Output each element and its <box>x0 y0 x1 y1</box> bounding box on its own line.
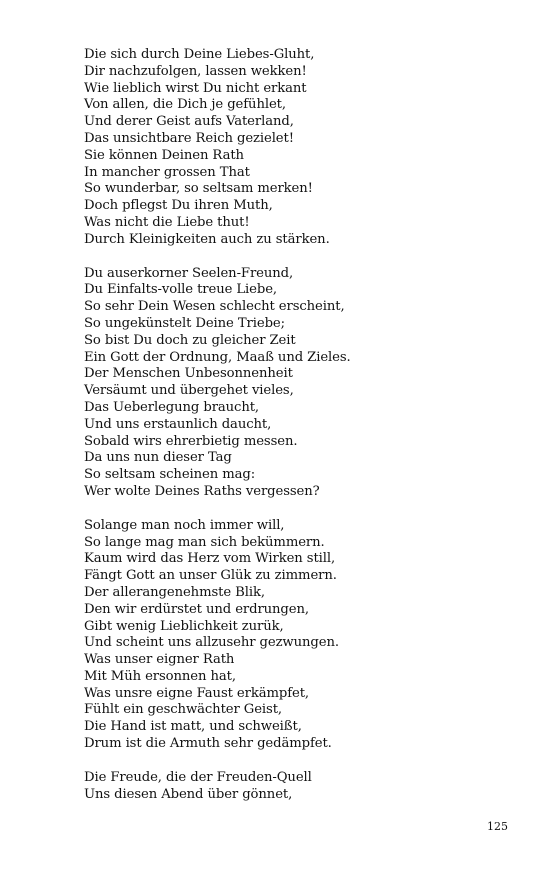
verse-line: Du auserkorner Seelen-Freund, <box>84 265 294 281</box>
verse-line: Dir nachzufolgen, lassen wekken! <box>84 63 307 79</box>
verse-line: Die sich durch Deine Liebes-Gluht, <box>84 47 315 62</box>
verse-line: Mit Müh ersonnen hat, <box>84 668 236 684</box>
verse-line: Die Hand ist matt, und schweißt, <box>84 719 302 735</box>
verse-line: Sobald wirs ehrerbietig messen. <box>84 433 298 449</box>
verse-line: Da uns nun dieser Tag <box>84 450 232 466</box>
verse-line: Sie können Deinen Rath <box>84 147 244 163</box>
verse-line: Was unser eigner Rath <box>84 652 235 668</box>
verse-line: Ein Gott der Ordnung, Maaß und Zieles. <box>84 349 351 365</box>
verse-line: Gibt wenig Lieblichkeit zurük, <box>84 618 284 634</box>
verse-line: Versäumt und übergehet vieles, <box>84 383 294 399</box>
stanza <box>84 770 524 804</box>
verse-line: Fängt Gott an unser Glük zu zimmern. <box>84 568 337 584</box>
verse-line: So bist Du doch zu gleicher Zeit <box>84 332 296 348</box>
verse-line: Fühlt ein geschwächter Geist, <box>84 702 282 718</box>
verse-line: Uns diesen Abend über gönnet, <box>84 786 293 802</box>
verse-line: Doch pflegst Du ihren Muth, <box>84 198 273 214</box>
verse-line: Was unsre eigne Faust erkämpfet, <box>84 685 309 701</box>
verse-line: Was nicht die Liebe thut! <box>84 214 250 230</box>
page-number: 125 <box>487 820 508 833</box>
verse-line: Der Menschen Unbesonnenheit <box>84 366 293 382</box>
verse-line: Das Ueberlegung braucht, <box>84 399 260 415</box>
verse-line: Wie lieblich wirst Du nicht erkant <box>84 80 307 96</box>
verse-line: So sehr Dein Wesen schlecht erscheint, <box>84 299 345 315</box>
verse-line: Und scheint uns allzusehr gezwungen. <box>84 635 339 651</box>
verse-line: Drum ist die Armuth sehr gedämpfet. <box>84 736 332 752</box>
verse-line: Kaum wird das Herz vom Wirken still, <box>84 551 336 567</box>
verse-line: Solange man noch immer will, <box>84 517 285 533</box>
stanza <box>84 47 524 249</box>
verse-line: Den wir erdürstet und erdrungen, <box>84 601 309 617</box>
verse-line: So wunderbar, so seltsam merken! <box>84 181 313 197</box>
verse-line: Die Freude, die der Freuden-Quell <box>84 769 312 785</box>
verse-line: Der allerangenehmste Blik, <box>84 584 265 600</box>
verse-line: Wer wolte Deines Raths vergessen? <box>84 483 320 499</box>
verse-line: Von allen, die Dich je gefühlet, <box>84 97 286 113</box>
verse-line: So ungekünstelt Deine Triebe; <box>84 315 285 331</box>
stanza <box>84 266 524 501</box>
verse-line: Du Einfalts-volle treue Liebe, <box>84 282 278 298</box>
verse-line: Durch Kleinigkeiten auch zu stärken. <box>84 231 330 247</box>
verse-line: In mancher grossen That <box>84 164 250 180</box>
verse-line: So seltsam scheinen mag: <box>84 467 256 483</box>
verse-line: Und uns erstaunlich daucht, <box>84 416 272 432</box>
verse-line: Und derer Geist aufs Vaterland, <box>84 114 294 130</box>
poem-body <box>84 47 524 820</box>
verse-line: Das unsichtbare Reich gezielet! <box>84 130 294 146</box>
verse-line: So lange mag man sich bekümmern. <box>84 534 325 550</box>
stanza <box>84 518 524 753</box>
